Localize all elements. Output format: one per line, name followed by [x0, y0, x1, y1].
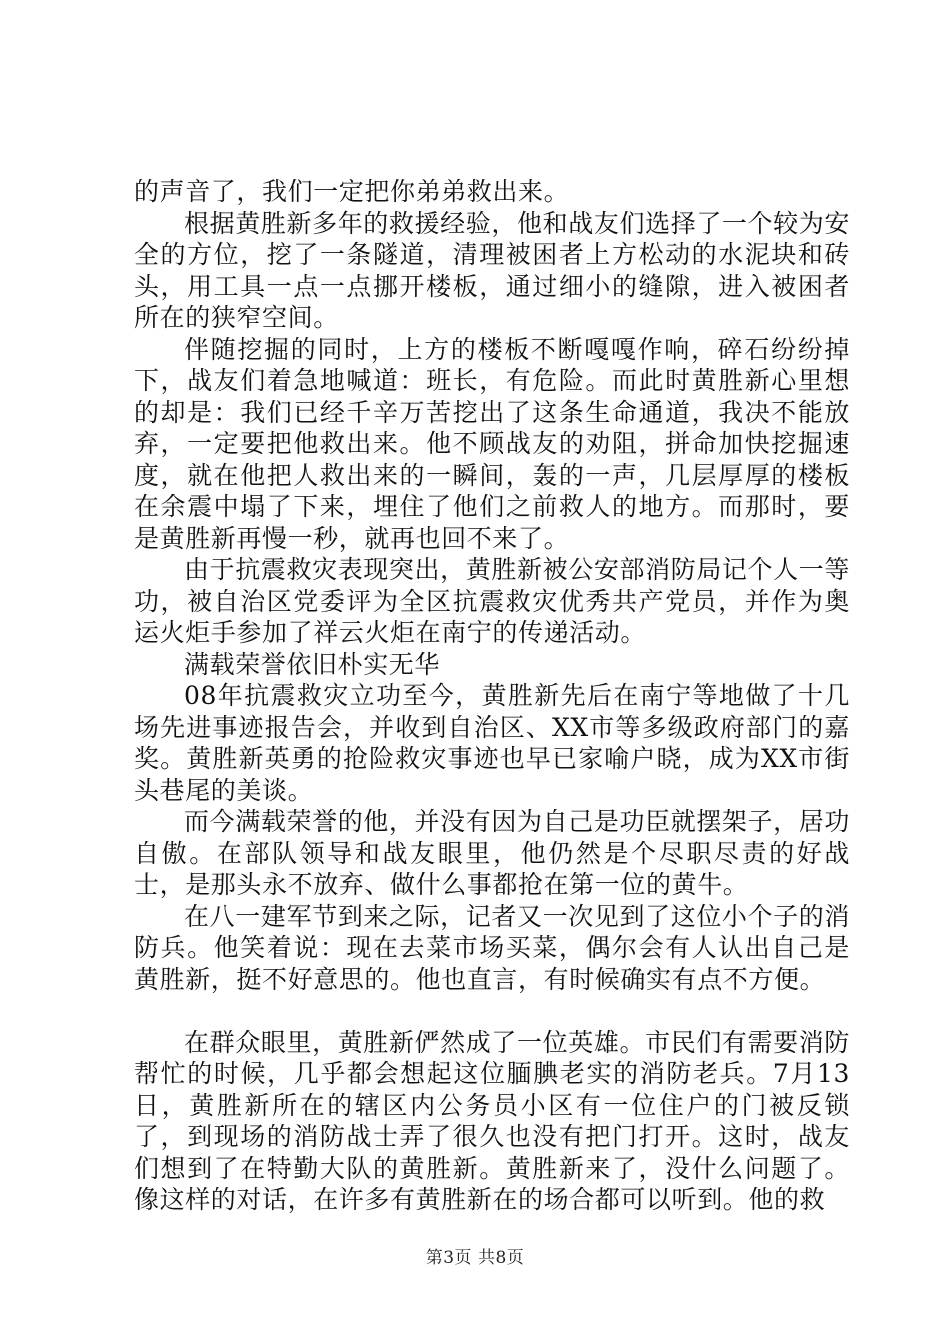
- paragraph: 08年抗震救灾立功至今，黄胜新先后在南宁等地做了十几场先进事迹报告会，并收到自治区、XX市等多级政府部门的嘉奖。黄胜新英勇的抢险救灾事迹也早已家喻户晓，成为XX市街头巷尾的美谈。: [134, 681, 850, 805]
- paragraph: 的声音了，我们一定把你弟弟救出来。: [134, 177, 570, 206]
- paragraph: 在群众眼里，黄胜新俨然成了一位英雄。市民们有需要消防帮忙的时候，几乎都会想起这位腼腆老实的消防老兵。7月13日，黄胜新所在的辖区内公务员小区有一位住户的门被反锁了，到现场的消防战士弄了很久也没有把门打开。这时，战友们想到了在特勤大队的黄胜新。黄胜新来了，没什么问题了。像这样的对话，在许多有黄胜新在的场合都可以听到。他的救: [134, 1027, 850, 1214]
- paragraph: 在八一建军节到来之际，记者又一次见到了这位小个子的消防兵。他笑着说：现在去菜市场买菜，偶尔会有人认出自己是黄胜新，挺不好意思的。他也直言，有时候确实有点不方便。: [134, 901, 850, 994]
- page-footer: 第3页 共8页: [425, 1248, 525, 1268]
- paragraph: 由于抗震救灾表现突出，黄胜新被公安部消防局记个人一等功，被自治区党委评为全区抗震救灾优秀共产党员，并作为奥运火炬手参加了祥云火炬在南宁的传递活动。: [134, 555, 850, 647]
- section-heading: 满载荣誉依旧朴实无华: [184, 649, 441, 679]
- document-body: [134, 176, 850, 1216]
- paragraph: 伴随挖掘的同时，上方的楼板不断嘎嘎作响，碎石纷纷掉下，战友们着急地喊道：班长，有危险。而此时黄胜新心里想的却是：我们已经千辛万苦挖出了这条生命通道，我决不能放弃，一定要把他救出来。他不顾战友的劝阻，拼命加快挖掘速度，就在他把人救出来的一瞬间，轰的一声，几层厚厚的楼板在余震中塌了下来，埋住了他们之前救人的地方。而那时，要是黄胜新再慢一秒，就再也回不来了。: [134, 334, 850, 553]
- blank-line: [134, 995, 850, 1027]
- paragraph: 根据黄胜新多年的救援经验，他和战友们选择了一个较为安全的方位，挖了一条隧道，清理被困者上方松动的水泥块和砖头，用工具一点一点挪开楼板，通过细小的缝隙，进入被困者所在的狭窄空间。: [134, 208, 850, 332]
- paragraph: 而今满载荣誉的他，并没有因为自己是功臣就摆架子，居功自傲。在部队领导和战友眼里，他仍然是个尽职尽责的好战士，是那头永不放弃、做什么事都抢在第一位的黄牛。: [134, 807, 850, 899]
